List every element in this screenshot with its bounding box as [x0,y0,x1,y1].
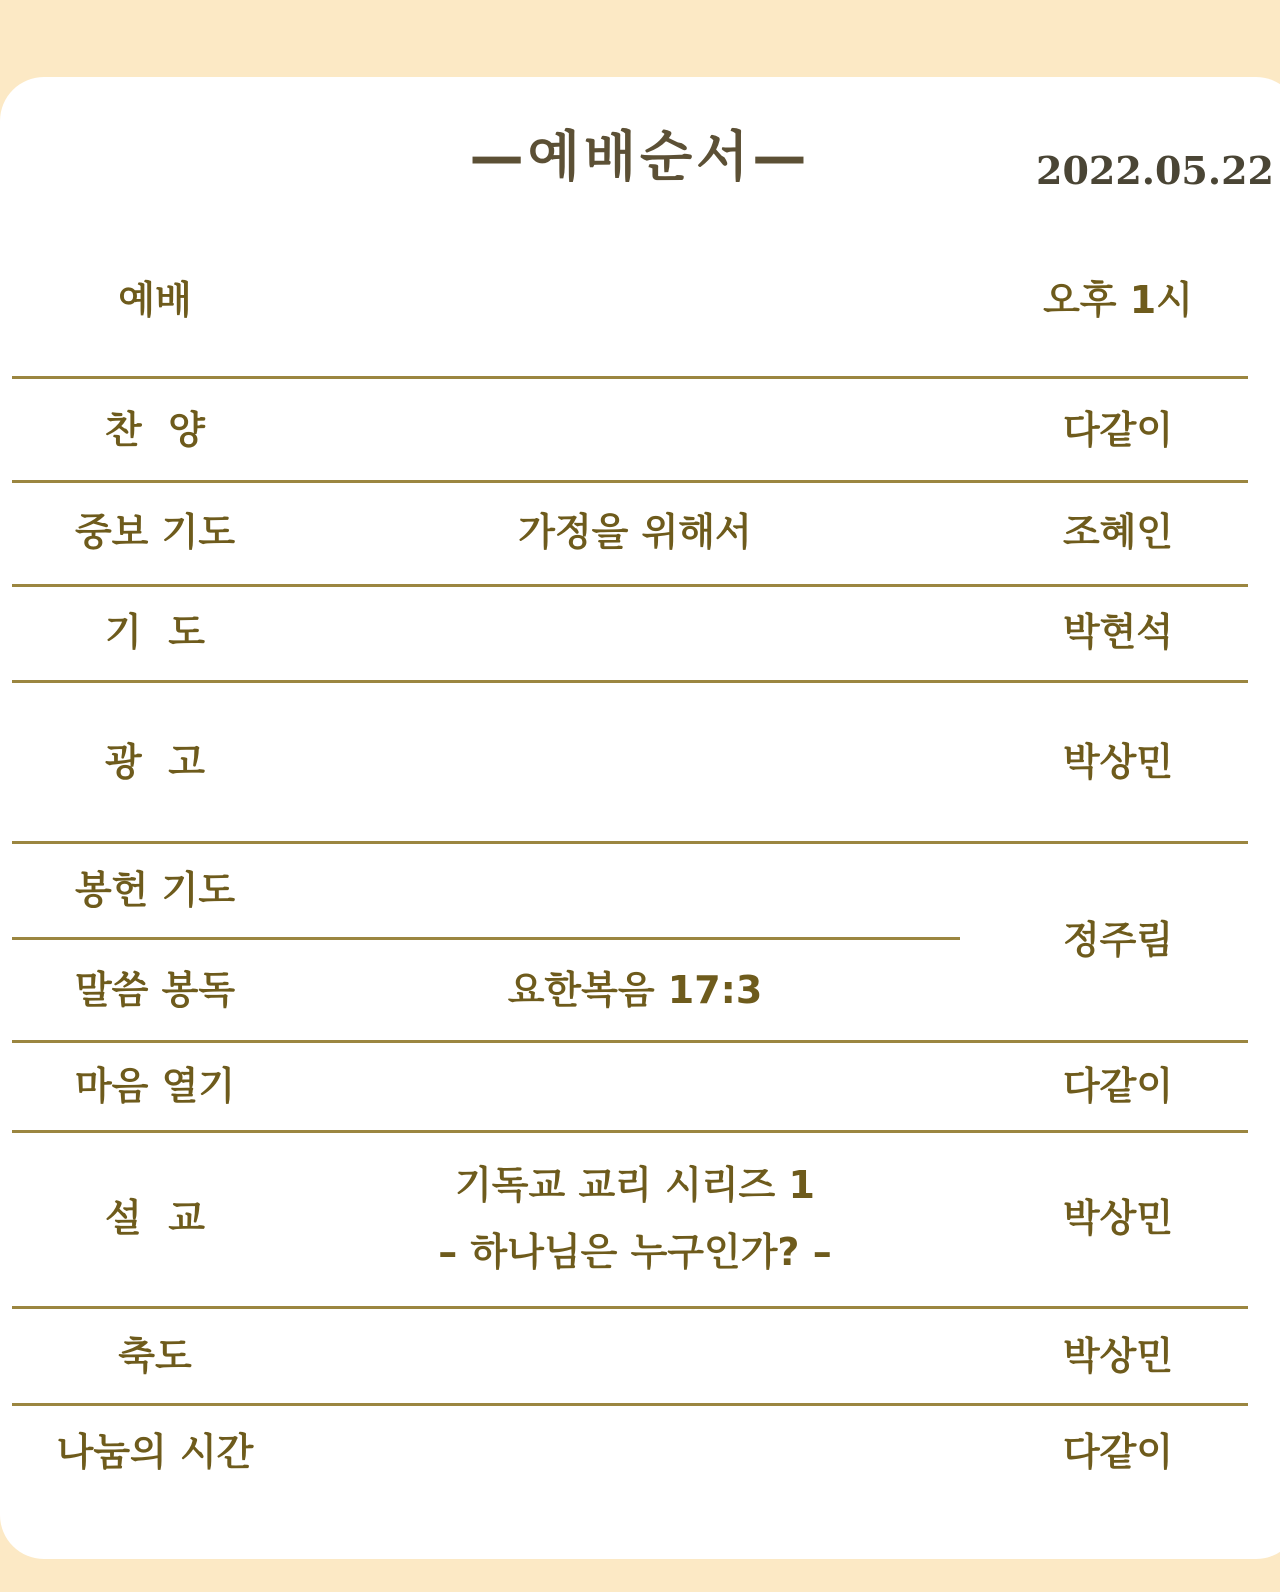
item-leader: 박현석 [1062,610,1174,654]
divider [12,480,1248,483]
divider [12,680,1248,683]
item-leader: 다같이 [1062,1430,1174,1474]
divider [12,1403,1248,1406]
divider [12,1306,1248,1309]
item-label: 설 교 [105,1196,205,1240]
service-label: 예배 [118,278,192,322]
item-leader: 박상민 [1062,740,1174,784]
divider [12,1130,1248,1133]
item-detail: 가정을 위해서 [518,510,752,554]
item-label: 축도 [118,1334,192,1378]
item-leader: 박상민 [1062,1334,1174,1378]
item-leader: 정주림 [1062,918,1174,962]
service-time: 오후 1시 [1043,278,1193,322]
divider [12,937,960,940]
item-leader: 박상민 [1062,1196,1174,1240]
divider [12,376,1248,379]
item-label: 말씀 봉독 [74,968,236,1012]
divider [12,1040,1248,1043]
item-leader: 다같이 [1062,408,1174,452]
item-label: 기 도 [105,610,205,654]
page-title: —예배순서— [469,125,811,188]
sermon-title: – 하나님은 누구인가? – [438,1230,832,1274]
item-label: 봉헌 기도 [74,868,236,912]
divider [12,841,1248,844]
item-leader: 다같이 [1062,1064,1174,1108]
item-label: 광 고 [105,740,205,784]
item-label: 중보 기도 [74,510,236,554]
item-label: 찬 양 [105,408,205,452]
scripture-reference: 요한복음 17:3 [507,968,763,1012]
service-date: 2022.05.22 [1036,148,1274,193]
sermon-series: 기독교 교리 시리즈 1 [455,1163,815,1207]
item-leader: 조혜인 [1062,510,1174,554]
divider [12,584,1248,587]
item-label: 나눔의 시간 [56,1430,254,1474]
item-label: 마음 열기 [74,1064,236,1108]
